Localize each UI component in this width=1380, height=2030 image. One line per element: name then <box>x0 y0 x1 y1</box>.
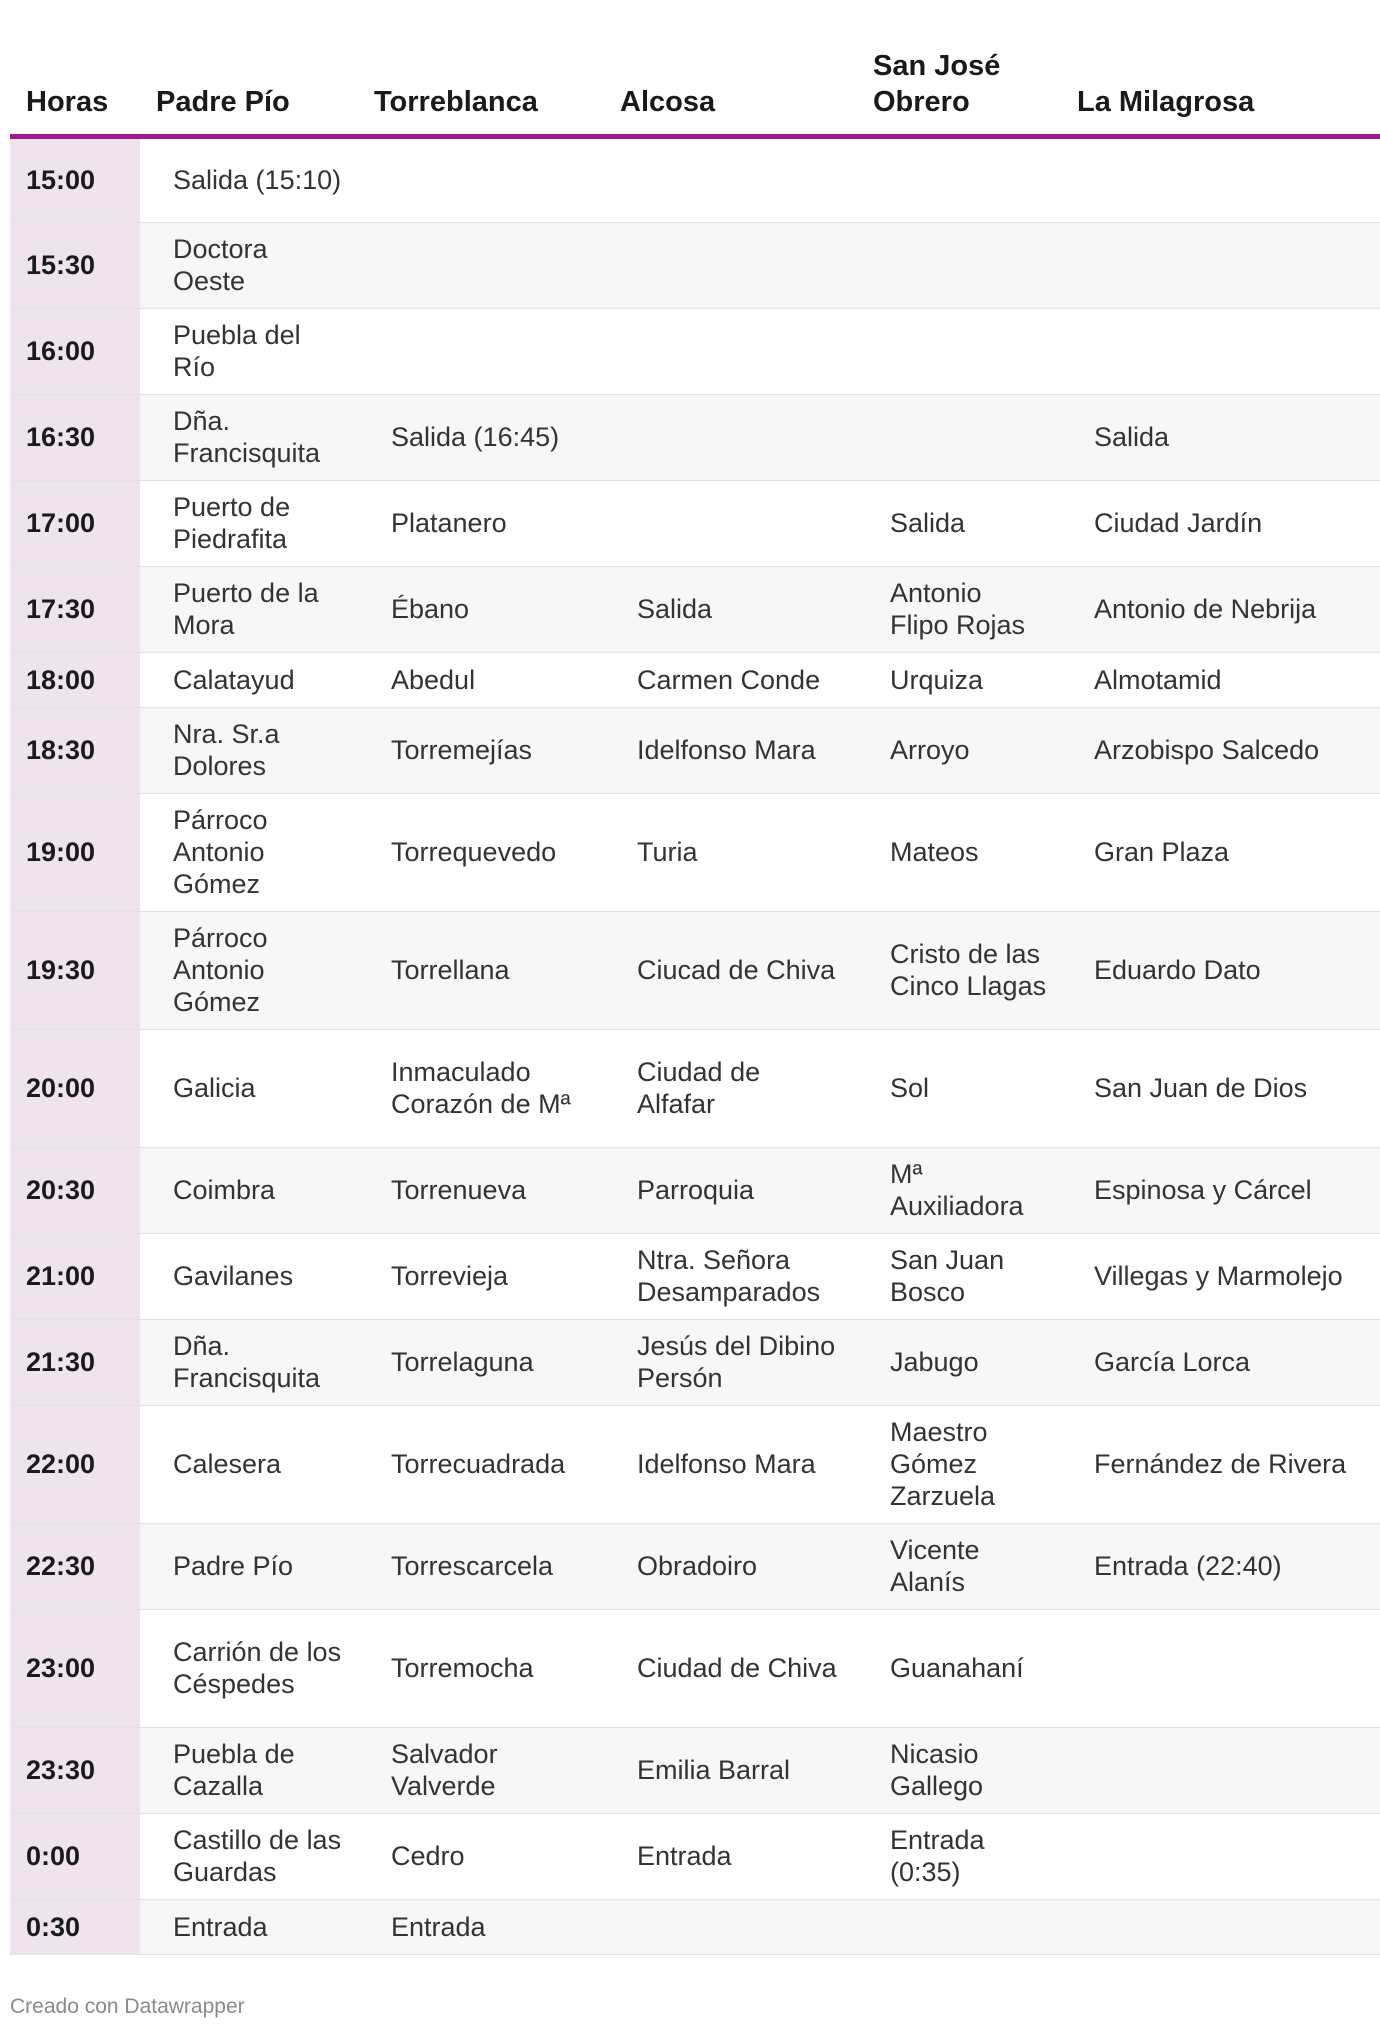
column-header-la-milagrosa[interactable]: La Milagrosa <box>1061 0 1380 136</box>
hour-cell: 18:00 <box>10 652 140 707</box>
table-body <box>10 136 1380 1954</box>
cell-alcosa: Emilia Barral <box>604 1727 857 1813</box>
cell-san-jose-obrero: Entrada (0:35) <box>857 1813 1061 1899</box>
cell-padre-pio: Calatayud <box>140 652 358 707</box>
table-row <box>10 308 1380 394</box>
hour-cell: 23:00 <box>10 1609 140 1727</box>
table-row <box>10 1147 1380 1233</box>
cell-la-milagrosa: Arzobispo Salcedo <box>1061 707 1380 793</box>
cell-la-milagrosa: García Lorca <box>1061 1319 1380 1405</box>
cell-torreblanca: Cedro <box>358 1813 604 1899</box>
cell-san-jose-obrero <box>857 1899 1061 1954</box>
cell-alcosa: Salida <box>604 566 857 652</box>
table-row <box>10 1233 1380 1319</box>
hour-cell: 21:30 <box>10 1319 140 1405</box>
column-header-padre-pio[interactable]: Padre Pío <box>140 0 358 136</box>
hour-cell: 16:00 <box>10 308 140 394</box>
table-row <box>10 1899 1380 1954</box>
table-row <box>10 1609 1380 1727</box>
cell-alcosa: Parroquia <box>604 1147 857 1233</box>
cell-alcosa: Jesús del Dibino Persón <box>604 1319 857 1405</box>
cell-padre-pio: Salida (15:10) <box>140 136 358 222</box>
hour-cell: 20:30 <box>10 1147 140 1233</box>
hour-cell: 21:00 <box>10 1233 140 1319</box>
cell-padre-pio: Párroco Antonio Gómez <box>140 793 358 911</box>
cell-alcosa <box>604 308 857 394</box>
hour-cell: 15:00 <box>10 136 140 222</box>
cell-san-jose-obrero: Jabugo <box>857 1319 1061 1405</box>
hour-cell: 22:30 <box>10 1523 140 1609</box>
table-row <box>10 793 1380 911</box>
cell-la-milagrosa: Espinosa y Cárcel <box>1061 1147 1380 1233</box>
cell-alcosa: Obradoiro <box>604 1523 857 1609</box>
cell-san-jose-obrero <box>857 222 1061 308</box>
cell-padre-pio: Párroco Antonio Gómez <box>140 911 358 1029</box>
cell-la-milagrosa <box>1061 136 1380 222</box>
hour-cell: 16:30 <box>10 394 140 480</box>
table-row <box>10 911 1380 1029</box>
cell-san-jose-obrero: Cristo de las Cinco Llagas <box>857 911 1061 1029</box>
table-row <box>10 394 1380 480</box>
cell-alcosa: Idelfonso Mara <box>604 707 857 793</box>
cell-alcosa: Turia <box>604 793 857 911</box>
cell-la-milagrosa: Villegas y Marmolejo <box>1061 1233 1380 1319</box>
cell-san-jose-obrero: Maestro Gómez Zarzuela <box>857 1405 1061 1523</box>
hour-cell: 22:00 <box>10 1405 140 1523</box>
cell-padre-pio: Puerto de la Mora <box>140 566 358 652</box>
table-header <box>10 0 1380 136</box>
cell-alcosa: Ntra. Señora Desamparados <box>604 1233 857 1319</box>
hour-cell: 23:30 <box>10 1727 140 1813</box>
cell-la-milagrosa: Ciudad Jardín <box>1061 480 1380 566</box>
cell-la-milagrosa <box>1061 222 1380 308</box>
cell-san-jose-obrero: San Juan Bosco <box>857 1233 1061 1319</box>
datawrapper-credit[interactable]: Creado con Datawrapper <box>10 1995 245 2018</box>
hour-cell: 15:30 <box>10 222 140 308</box>
cell-padre-pio: Castillo de las Guardas <box>140 1813 358 1899</box>
schedule-table-container <box>10 0 1347 1965</box>
cell-alcosa <box>604 222 857 308</box>
hour-cell: 18:30 <box>10 707 140 793</box>
cell-torreblanca: Torrevieja <box>358 1233 604 1319</box>
cell-la-milagrosa <box>1061 308 1380 394</box>
cell-san-jose-obrero: Guanahaní <box>857 1609 1061 1727</box>
cell-san-jose-obrero: Antonio Flipo Rojas <box>857 566 1061 652</box>
table-row <box>10 222 1380 308</box>
cell-san-jose-obrero <box>857 136 1061 222</box>
table-row <box>10 136 1380 222</box>
cell-la-milagrosa: Antonio de Nebrija <box>1061 566 1380 652</box>
cell-san-jose-obrero: Mª Auxiliadora <box>857 1147 1061 1233</box>
column-header-torreblanca[interactable]: Torreblanca <box>358 0 604 136</box>
cell-torreblanca: Salvador Valverde <box>358 1727 604 1813</box>
table-row <box>10 1727 1380 1813</box>
cell-padre-pio: Padre Pío <box>140 1523 358 1609</box>
cell-padre-pio: Carrión de los Céspedes <box>140 1609 358 1727</box>
cell-torreblanca: Torrequevedo <box>358 793 604 911</box>
cell-la-milagrosa: San Juan de Dios <box>1061 1029 1380 1147</box>
cell-san-jose-obrero: Salida <box>857 480 1061 566</box>
cell-padre-pio: Entrada <box>140 1899 358 1954</box>
cell-alcosa: Ciudad de Alfafar <box>604 1029 857 1147</box>
cell-padre-pio: Puerto de Piedrafita <box>140 480 358 566</box>
cell-alcosa <box>604 480 857 566</box>
cell-torreblanca: Inmaculado Corazón de Mª <box>358 1029 604 1147</box>
cell-la-milagrosa <box>1061 1813 1380 1899</box>
cell-torreblanca: Abedul <box>358 652 604 707</box>
cell-alcosa: Ciudad de Chiva <box>604 1609 857 1727</box>
cell-padre-pio: Puebla del Río <box>140 308 358 394</box>
cell-padre-pio: Dña. Francisquita <box>140 1319 358 1405</box>
cell-padre-pio: Coimbra <box>140 1147 358 1233</box>
cell-la-milagrosa <box>1061 1899 1380 1954</box>
hour-cell: 20:00 <box>10 1029 140 1147</box>
table-row <box>10 1523 1380 1609</box>
cell-san-jose-obrero: Vicente Alanís <box>857 1523 1061 1609</box>
hour-cell: 19:00 <box>10 793 140 911</box>
cell-san-jose-obrero: Nicasio Gallego <box>857 1727 1061 1813</box>
cell-la-milagrosa: Eduardo Dato <box>1061 911 1380 1029</box>
cell-alcosa: Entrada <box>604 1813 857 1899</box>
schedule-table <box>10 0 1380 1955</box>
cell-torreblanca: Torremocha <box>358 1609 604 1727</box>
cell-la-milagrosa: Gran Plaza <box>1061 793 1380 911</box>
cell-alcosa <box>604 1899 857 1954</box>
cell-padre-pio: Nra. Sr.a Dolores <box>140 707 358 793</box>
column-header-horas[interactable]: Horas <box>10 0 140 136</box>
cell-padre-pio: Gavilanes <box>140 1233 358 1319</box>
hour-cell: 19:30 <box>10 911 140 1029</box>
cell-padre-pio: Calesera <box>140 1405 358 1523</box>
cell-alcosa: Carmen Conde <box>604 652 857 707</box>
hour-cell: 0:30 <box>10 1899 140 1954</box>
cell-la-milagrosa: Entrada (22:40) <box>1061 1523 1380 1609</box>
table-row <box>10 1405 1380 1523</box>
cell-la-milagrosa: Fernández de Rivera <box>1061 1405 1380 1523</box>
cell-torreblanca <box>358 136 604 222</box>
cell-alcosa <box>604 136 857 222</box>
cell-san-jose-obrero <box>857 308 1061 394</box>
cell-alcosa <box>604 394 857 480</box>
table-row <box>10 652 1380 707</box>
cell-san-jose-obrero <box>857 394 1061 480</box>
column-header-alcosa[interactable]: Alcosa <box>604 0 857 136</box>
cell-padre-pio: Galicia <box>140 1029 358 1147</box>
cell-torreblanca: Platanero <box>358 480 604 566</box>
hour-cell: 17:00 <box>10 480 140 566</box>
cell-san-jose-obrero: Sol <box>857 1029 1061 1147</box>
cell-torreblanca: Torrellana <box>358 911 604 1029</box>
table-row <box>10 566 1380 652</box>
cell-torreblanca <box>358 308 604 394</box>
cell-san-jose-obrero: Arroyo <box>857 707 1061 793</box>
cell-alcosa: Idelfonso Mara <box>604 1405 857 1523</box>
cell-torreblanca: Torrelaguna <box>358 1319 604 1405</box>
cell-padre-pio: Puebla de Cazalla <box>140 1727 358 1813</box>
table-row <box>10 1319 1380 1405</box>
cell-torreblanca: Entrada <box>358 1899 604 1954</box>
table-row <box>10 1029 1380 1147</box>
hour-cell: 17:30 <box>10 566 140 652</box>
header-row <box>10 0 1380 136</box>
cell-la-milagrosa <box>1061 1609 1380 1727</box>
cell-alcosa: Ciucad de Chiva <box>604 911 857 1029</box>
cell-torreblanca: Torremejías <box>358 707 604 793</box>
cell-la-milagrosa: Salida <box>1061 394 1380 480</box>
cell-torreblanca: Ébano <box>358 566 604 652</box>
column-header-san-jose-obrero[interactable]: San José Obrero <box>857 0 1061 136</box>
hour-cell: 0:00 <box>10 1813 140 1899</box>
cell-la-milagrosa: Almotamid <box>1061 652 1380 707</box>
cell-torreblanca: Torrecuadrada <box>358 1405 604 1523</box>
table-row <box>10 480 1380 566</box>
cell-torreblanca: Salida (16:45) <box>358 394 604 480</box>
cell-san-jose-obrero: Mateos <box>857 793 1061 911</box>
cell-torreblanca <box>358 222 604 308</box>
table-row <box>10 707 1380 793</box>
cell-la-milagrosa <box>1061 1727 1380 1813</box>
cell-torreblanca: Torrescarcela <box>358 1523 604 1609</box>
cell-san-jose-obrero: Urquiza <box>857 652 1061 707</box>
table-row <box>10 1813 1380 1899</box>
cell-padre-pio: Dña. Francisquita <box>140 394 358 480</box>
cell-torreblanca: Torrenueva <box>358 1147 604 1233</box>
cell-padre-pio: Doctora Oeste <box>140 222 358 308</box>
